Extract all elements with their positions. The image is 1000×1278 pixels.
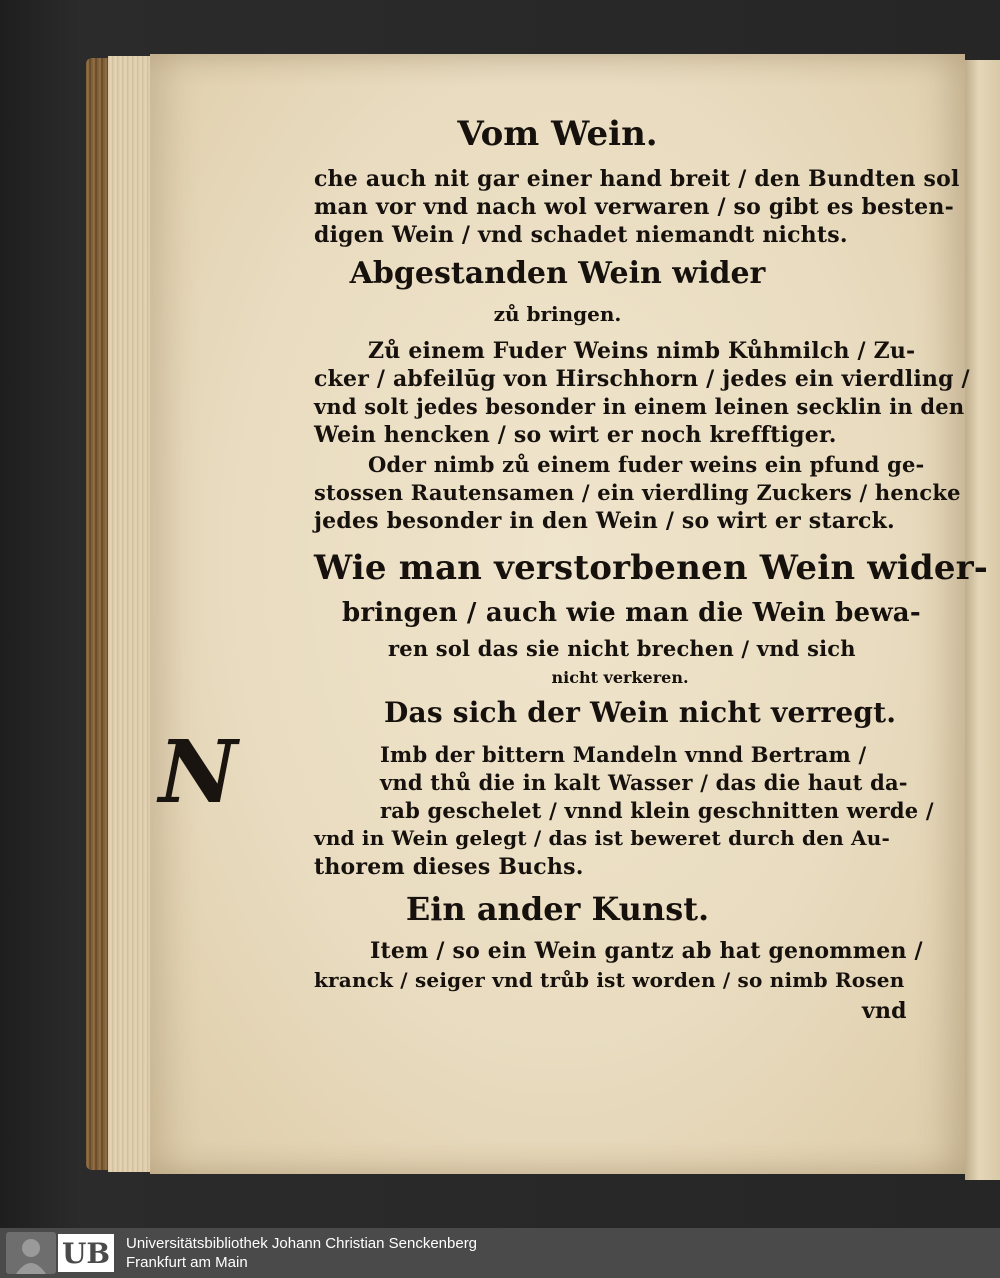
library-city: Frankfurt am Main <box>126 1254 248 1271</box>
text-line: stossen Rautensamen / ein vierdling Zuckers / hencke <box>314 480 961 505</box>
section-heading: Abgestanden Wein wider <box>349 256 766 291</box>
text-line: vnd solt jedes besonder in einem leinen secklin in den <box>314 394 965 419</box>
text-line: jedes besonder in den Wein / so wirt er starck. <box>314 508 895 534</box>
text-line: Wein hencken / so wirt er noch krefftiger. <box>314 422 837 448</box>
text-line: Imb der bittern Mandeln vnnd Bertram / <box>380 742 867 767</box>
text-line: vnd thů die in kalt Wasser / das die haut da- <box>380 770 908 795</box>
running-title: Vom Wein. <box>457 114 658 154</box>
section-heading: Wie man verstorbenen Wein wider- <box>314 548 989 588</box>
text-line: thorem dieses Buchs. <box>314 854 584 880</box>
text-line: vnd in Wein gelegt / das ist beweret durch den Au- <box>314 826 891 850</box>
text-line: man vor vnd nach wol verwaren / so gibt es besten- <box>314 194 954 220</box>
text-line: digen Wein / vnd schadet niemandt nichts. <box>314 222 848 248</box>
section-heading: zů bringen. <box>493 302 622 326</box>
text-line: Item / so ein Wein gantz ab hat genommen / <box>370 938 923 964</box>
text-line: cker / abfeilūg von Hirschhorn / jedes ein vierdling / <box>314 366 970 392</box>
section-heading: bringen / auch wie man die Wein bewa- <box>342 598 921 628</box>
decorated-initial: N <box>158 722 238 823</box>
section-heading: Das sich der Wein nicht verregt. <box>384 696 897 729</box>
text-line: che auch nit gar einer hand breit / den Bundten sol <box>314 166 960 192</box>
text-line: kranck / seiger vnd trůb ist worden / so nimb Rosen <box>314 968 905 992</box>
ub-logo: UB <box>58 1234 114 1272</box>
library-footer <box>0 1228 1000 1278</box>
text-line: Zů einem Fuder Weins nimb Kůhmilch / Zu- <box>368 338 916 364</box>
catchword: vnd <box>862 998 907 1024</box>
portrait-logo-icon <box>6 1232 56 1274</box>
section-heading: ren sol das sie nicht brechen / vnd sich <box>388 636 856 661</box>
section-heading: Ein ander Kunst. <box>405 890 710 928</box>
section-heading: nicht verkeren. <box>551 668 689 687</box>
library-name: Universitätsbibliothek Johann Christian Senckenberg <box>126 1235 478 1252</box>
text-line: Oder nimb zů einem fuder weins ein pfund ge- <box>368 452 925 477</box>
text-line: rab geschelet / vnnd klein geschnitten werde / <box>380 798 934 823</box>
